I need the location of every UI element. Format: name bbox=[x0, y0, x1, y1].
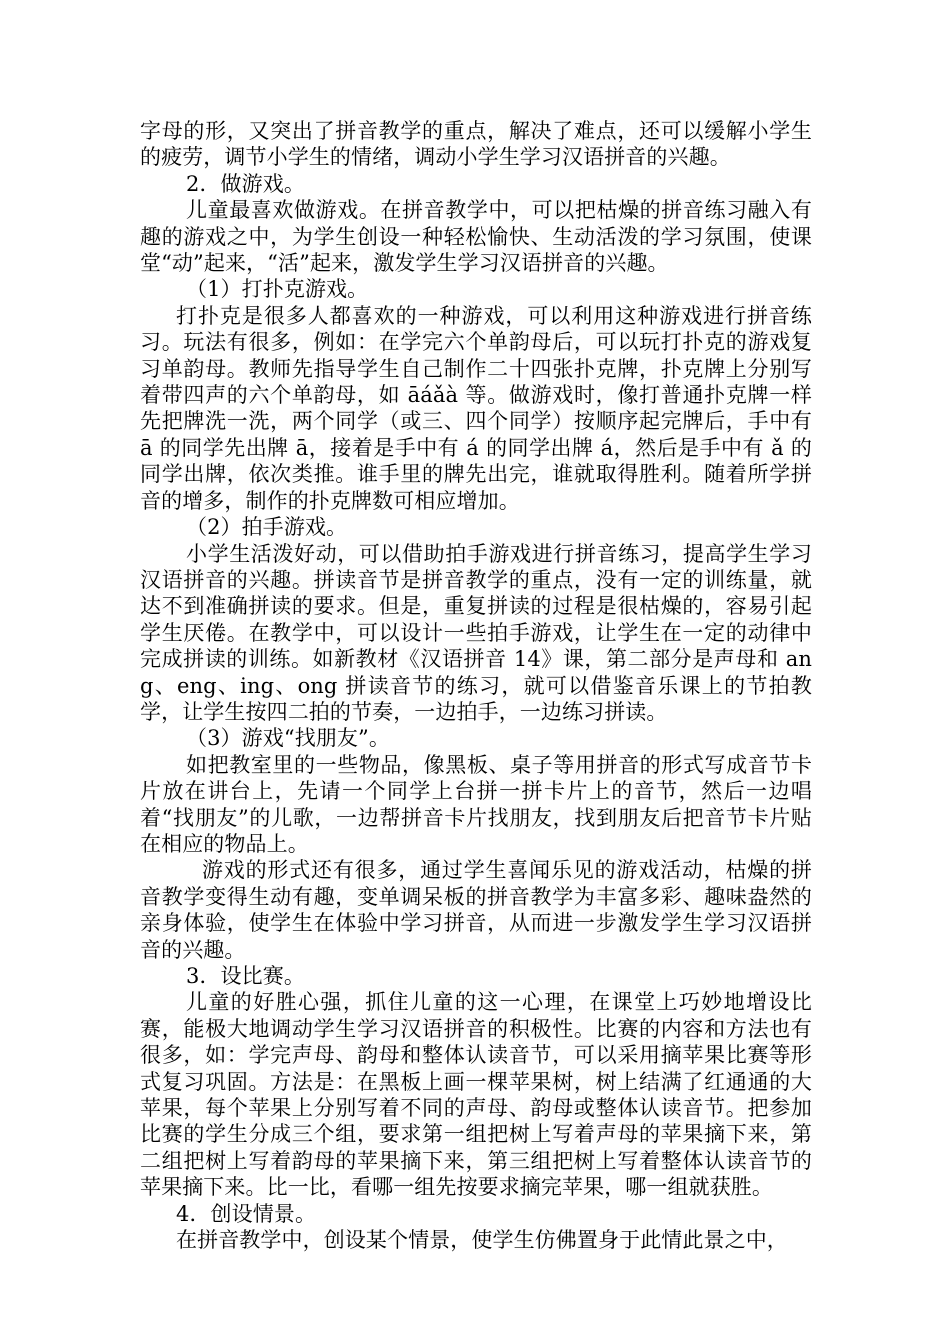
heading-4-scenario: 4．创设情景。 bbox=[176, 1201, 317, 1226]
paragraph-find-friend-game: 如把教室里的一些物品，像黑板、桌子等用拼音的形式写成音节卡片放在讲台上，先请一个同学上台拼一拼卡片上的音节，然后一边唱着“找朋友”的儿歌，一边帮拼音卡片找朋友，找到朋友后把音节卡片贴在相应的物品上。 bbox=[140, 752, 812, 856]
paragraph-games-summary: 游戏的形式还有很多，通过学生喜闻乐见的游戏活动，枯燥的拼音教学变得生动有趣，变单调呆板的拼音教学为丰富多彩、趣味盎然的亲身体验，使学生在体验中学习拼音，从而进一步激发学生学习汉语拼音的兴趣。 bbox=[140, 858, 812, 962]
heading-poker-game: （1）打扑克游戏。 bbox=[186, 277, 369, 302]
paragraph-competition: 儿童的好胜心强，抓住儿童的这一心理，在课堂上巧妙地增设比赛，能极大地调动学生学习汉语拼音的积极性。比赛的内容和方法也有很多，如：学完声母、韵母和整体认读音节，可以采用摘苹果比赛等形式复习巩固。方法是：在黑板上画一棵苹果树，树上结满了红通通的大苹果，每个苹果上分别写着不同的声母、韵母或整体认读音节。把参加比赛的学生分成三个组，要求第一组把树上写着声母的苹果摘下来，第二组把树上写着韵母的苹果摘下来，第三组把树上写着整体认读音节的苹果摘下来。比一比，看哪一组先按要求摘完苹果，哪一组就获胜。 bbox=[140, 990, 812, 1200]
paragraph-games-intro: 儿童最喜欢做游戏。在拼音教学中，可以把枯燥的拼音练习融入有趣的游戏之中，为学生创设一种轻松愉快、生动活泼的学习氛围，使课堂“动”起来，“活”起来，激发学生学习汉语拼音的兴趣。 bbox=[140, 198, 812, 276]
paragraph-clap-game: 小学生活泼好动，可以借助拍手游戏进行拼音练习，提高学生学习汉语拼音的兴趣。拼读音节是拼音教学的重点，没有一定的训练量，就达不到准确拼读的要求。但是，重复拼读的过程是很枯燥的，容易引起学生厌倦。在教学中，可以设计一些拍手游戏，让学生在一定的动律中完成拼读的训练。如新教材《汉语拼音 14》课，第二部分是声母和 ang、eng、ing、ong 拼读音节的练习，就可以借鉴音乐课上的节拍教学，让学生按四二拍的节奏，一边拍手，一边练习拼读。 bbox=[140, 541, 812, 724]
heading-2-games: 2．做游戏。 bbox=[186, 171, 305, 196]
document-page bbox=[140, 118, 812, 1253]
paragraph-poker-game: 打扑克是很多人都喜欢的一种游戏，可以利用这种游戏进行拼音练习。玩法有很多，例如：在学完六个单韵母后，可以玩打扑克的游戏复习单韵母。教师先指导学生自己制作二十四张扑克牌，扑克牌上分别写着带四声的六个单韵母，如 āáǎà 等。做游戏时，像打普通扑克牌一样先把牌洗一洗，两个同学（或三、四个同学）按顺序起完牌后，手中有 ā 的同学先出牌 ā，接着是手中有 á 的同学出牌 á，然后是手中有 ǎ 的同学出牌，依次类推。谁手里的牌先出完，谁就取得胜利。随着所学拼音的增多，制作的扑克牌数可相应增加。 bbox=[140, 303, 812, 513]
paragraph-intro-continuation: 字母的形，又突出了拼音教学的重点，解决了难点，还可以缓解小学生的疲劳，调节小学生的情绪，调动小学生学习汉语拼音的兴趣。 bbox=[140, 119, 812, 170]
heading-clap-game: （2）拍手游戏。 bbox=[186, 515, 348, 540]
paragraph-scenario: 在拼音教学中，创设某个情景，使学生仿佛置身于此情此景之中， bbox=[176, 1228, 788, 1253]
heading-3-competition: 3．设比赛。 bbox=[186, 964, 305, 988]
heading-find-friend-game: （3）游戏“找朋友”。 bbox=[186, 726, 390, 751]
